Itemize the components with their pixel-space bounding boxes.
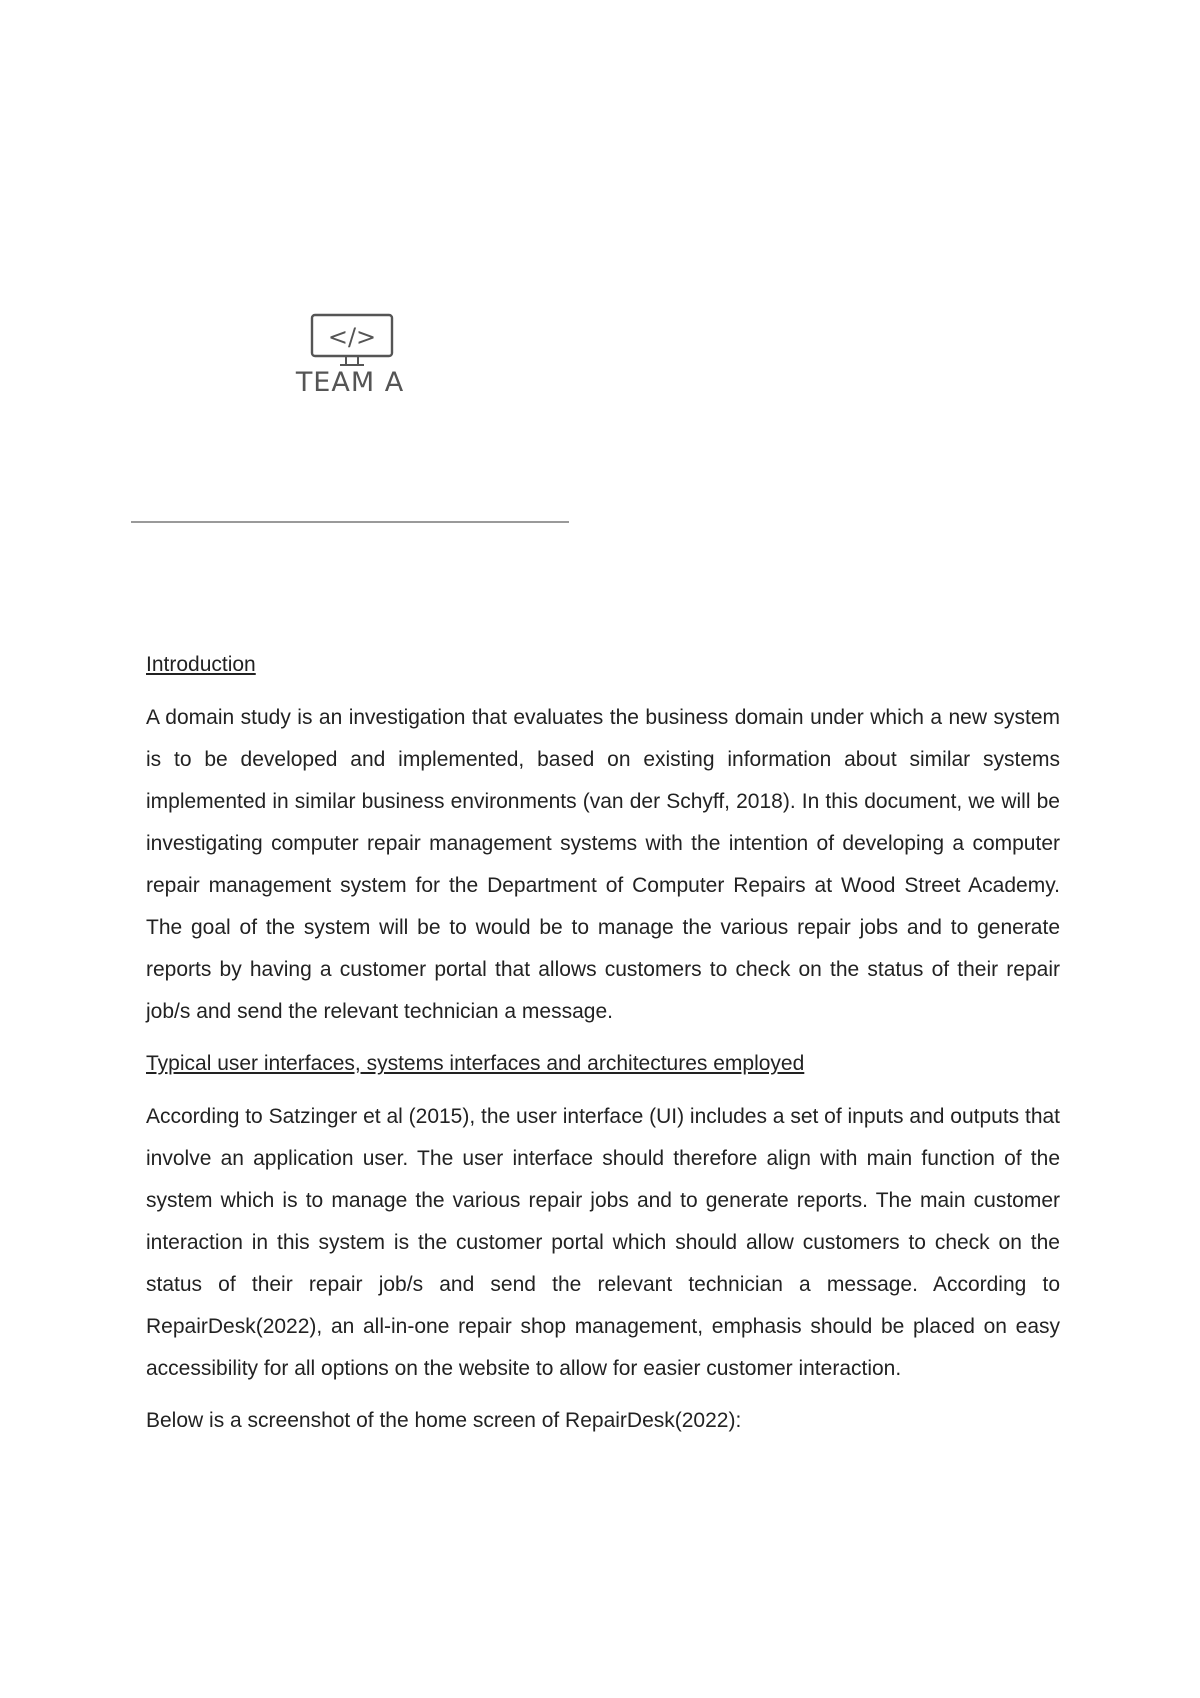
monitor-code-icon: [270, 307, 430, 367]
document-body: [146, 650, 1060, 1452]
team-logo: [270, 307, 430, 402]
ui-section-heading: Typical user interfaces, systems interfaces and architectures employed: [146, 1052, 805, 1075]
logo-text: TEAM A: [295, 367, 405, 398]
introduction-paragraph: A domain study is an investigation that evaluates the business domain under which a new system is to be developed and implemented, based on existing information about similar systems implemented in similar business environments (van der Schyff, 2018). In this document, we will be investigating computer repair management systems with the intention of developing a computer repair management system for the Department of Computer Repairs at Wood Street Academy. The goal of the system will be to would be to manage the various repair jobs and to generate reports by having a customer portal that allows customers to check on the status of their repair job/s and send the relevant technician a message.: [146, 706, 1060, 1023]
screenshot-caption: Below is a screenshot of the home screen of RepairDesk(2022):: [146, 1409, 742, 1432]
introduction-heading: Introduction: [146, 653, 256, 676]
logo-glyph: </>: [327, 323, 377, 351]
ui-section-paragraph: According to Satzinger et al (2015), the user interface (UI) includes a set of inputs and outputs that involve an application user. The user interface should therefore align with main function of the system which is to manage the various repair jobs and to generate reports. The main customer interaction in this system is the customer portal which should allow customers to check on the status of their repair job/s and send the relevant technician a message. According to RepairDesk(2022), an all-in-one repair shop management, emphasis should be placed on easy accessibility for all options on the website to allow for easier customer interaction.: [146, 1105, 1061, 1380]
horizontal-divider: [131, 521, 569, 523]
